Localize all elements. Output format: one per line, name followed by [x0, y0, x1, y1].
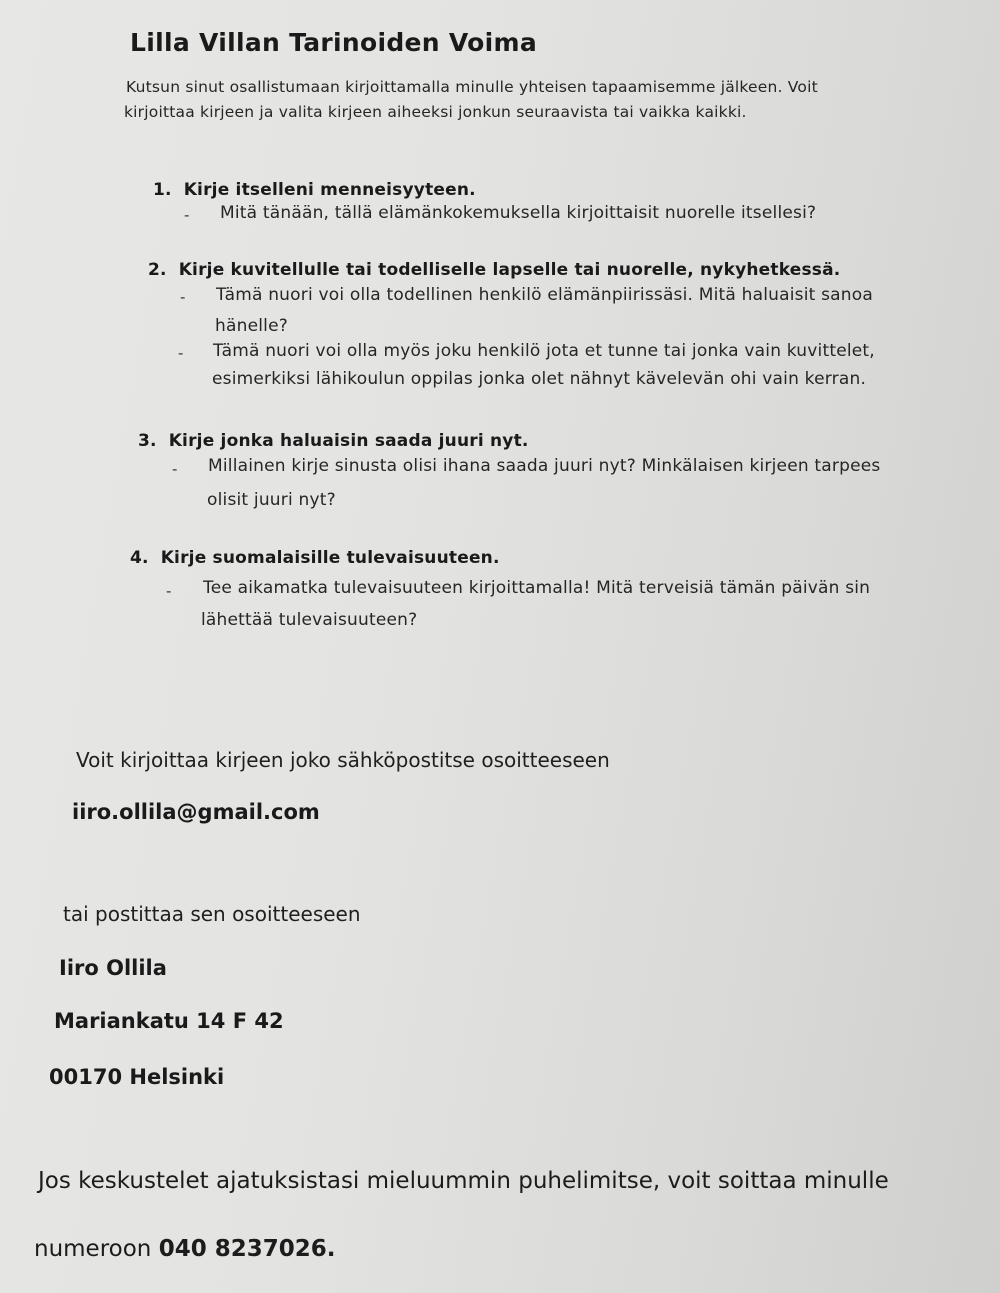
- item-2-title: Kirje kuvitellulle tai todelliselle lapselle tai nuorelle, nykyhetkessä.: [178, 260, 841, 280]
- item-3-bullet-dash: -: [172, 460, 178, 478]
- phone-intro: Jos keskustelet ajatuksistasi mieluummin puhelimitse, voit soittaa minulle: [38, 1168, 889, 1194]
- address-city: 00170 Helsinki: [49, 1065, 225, 1089]
- item-2-heading: [148, 260, 840, 280]
- item-1-bullet-line-1: Mitä tänään, tällä elämänkokemuksella kirjoittaisit nuorelle itsellesi?: [220, 203, 817, 223]
- post-intro: tai postittaa sen osoitteeseen: [63, 902, 361, 926]
- item-4-title: Kirje suomalaisille tulevaisuuteen.: [160, 548, 500, 568]
- item-3-heading: [138, 431, 529, 451]
- item-4-number: 4.: [130, 548, 149, 568]
- item-2-bullet-2-line-1: Tämä nuori voi olla myös joku henkilö jota et tunne tai jonka vain kuvittelet,: [213, 341, 875, 361]
- item-2-bullet-2-dash: -: [178, 344, 184, 362]
- intro-line-1: Kutsun sinut osallistumaan kirjoittamalla minulle yhteisen tapaamisemme jälkeen. Voit: [126, 78, 818, 96]
- item-3-title: Kirje jonka haluaisin saada juuri nyt.: [168, 431, 529, 451]
- email-intro: Voit kirjoittaa kirjeen joko sähköpostitse osoitteeseen: [76, 748, 610, 772]
- item-2-bullet-1-line-1: Tämä nuori voi olla todellinen henkilö elämänpiirissäsi. Mitä haluaisit sanoa: [216, 285, 873, 305]
- item-1-bullet-dash: -: [184, 206, 190, 224]
- item-4-bullet-line-2: lähettää tulevaisuuteen?: [201, 610, 418, 630]
- phone-line: [34, 1236, 335, 1262]
- phone-prefix: numeroon: [34, 1236, 159, 1262]
- item-4-heading: [130, 548, 500, 568]
- item-4-bullet-line-1: Tee aikamatka tulevaisuuteen kirjoittamalla! Mitä terveisiä tämän päivän sin: [203, 578, 871, 598]
- item-3-bullet-line-1: Millainen kirje sinusta olisi ihana saada juuri nyt? Minkälaisen kirjeen tarpees: [208, 456, 881, 476]
- item-3-bullet-line-2: olisit juuri nyt?: [207, 490, 336, 510]
- address-name: Iiro Ollila: [59, 956, 167, 980]
- item-1-title: Kirje itselleni menneisyyteen.: [183, 180, 476, 200]
- item-2-bullet-2-line-2: esimerkiksi lähikoulun oppilas jonka olet nähnyt kävelevän ohi vain kerran.: [212, 369, 867, 389]
- item-1-number: 1.: [153, 180, 172, 200]
- email-address: iiro.ollila@gmail.com: [72, 800, 320, 824]
- address-street: Mariankatu 14 F 42: [54, 1009, 284, 1033]
- document-title: Lilla Villan Tarinoiden Voima: [130, 28, 538, 57]
- item-4-bullet-dash: -: [166, 582, 172, 600]
- item-2-bullet-1-dash: -: [180, 288, 186, 306]
- item-2-bullet-1-line-2: hänelle?: [215, 316, 288, 336]
- item-2-number: 2.: [148, 260, 167, 280]
- intro-line-2: kirjoittaa kirjeen ja valita kirjeen aiheeksi jonkun seuraavista tai vaikka kaikki.: [124, 103, 747, 121]
- phone-number: 040 8237026.: [158, 1236, 336, 1262]
- item-3-number: 3.: [138, 431, 157, 451]
- item-1-heading: [153, 180, 476, 200]
